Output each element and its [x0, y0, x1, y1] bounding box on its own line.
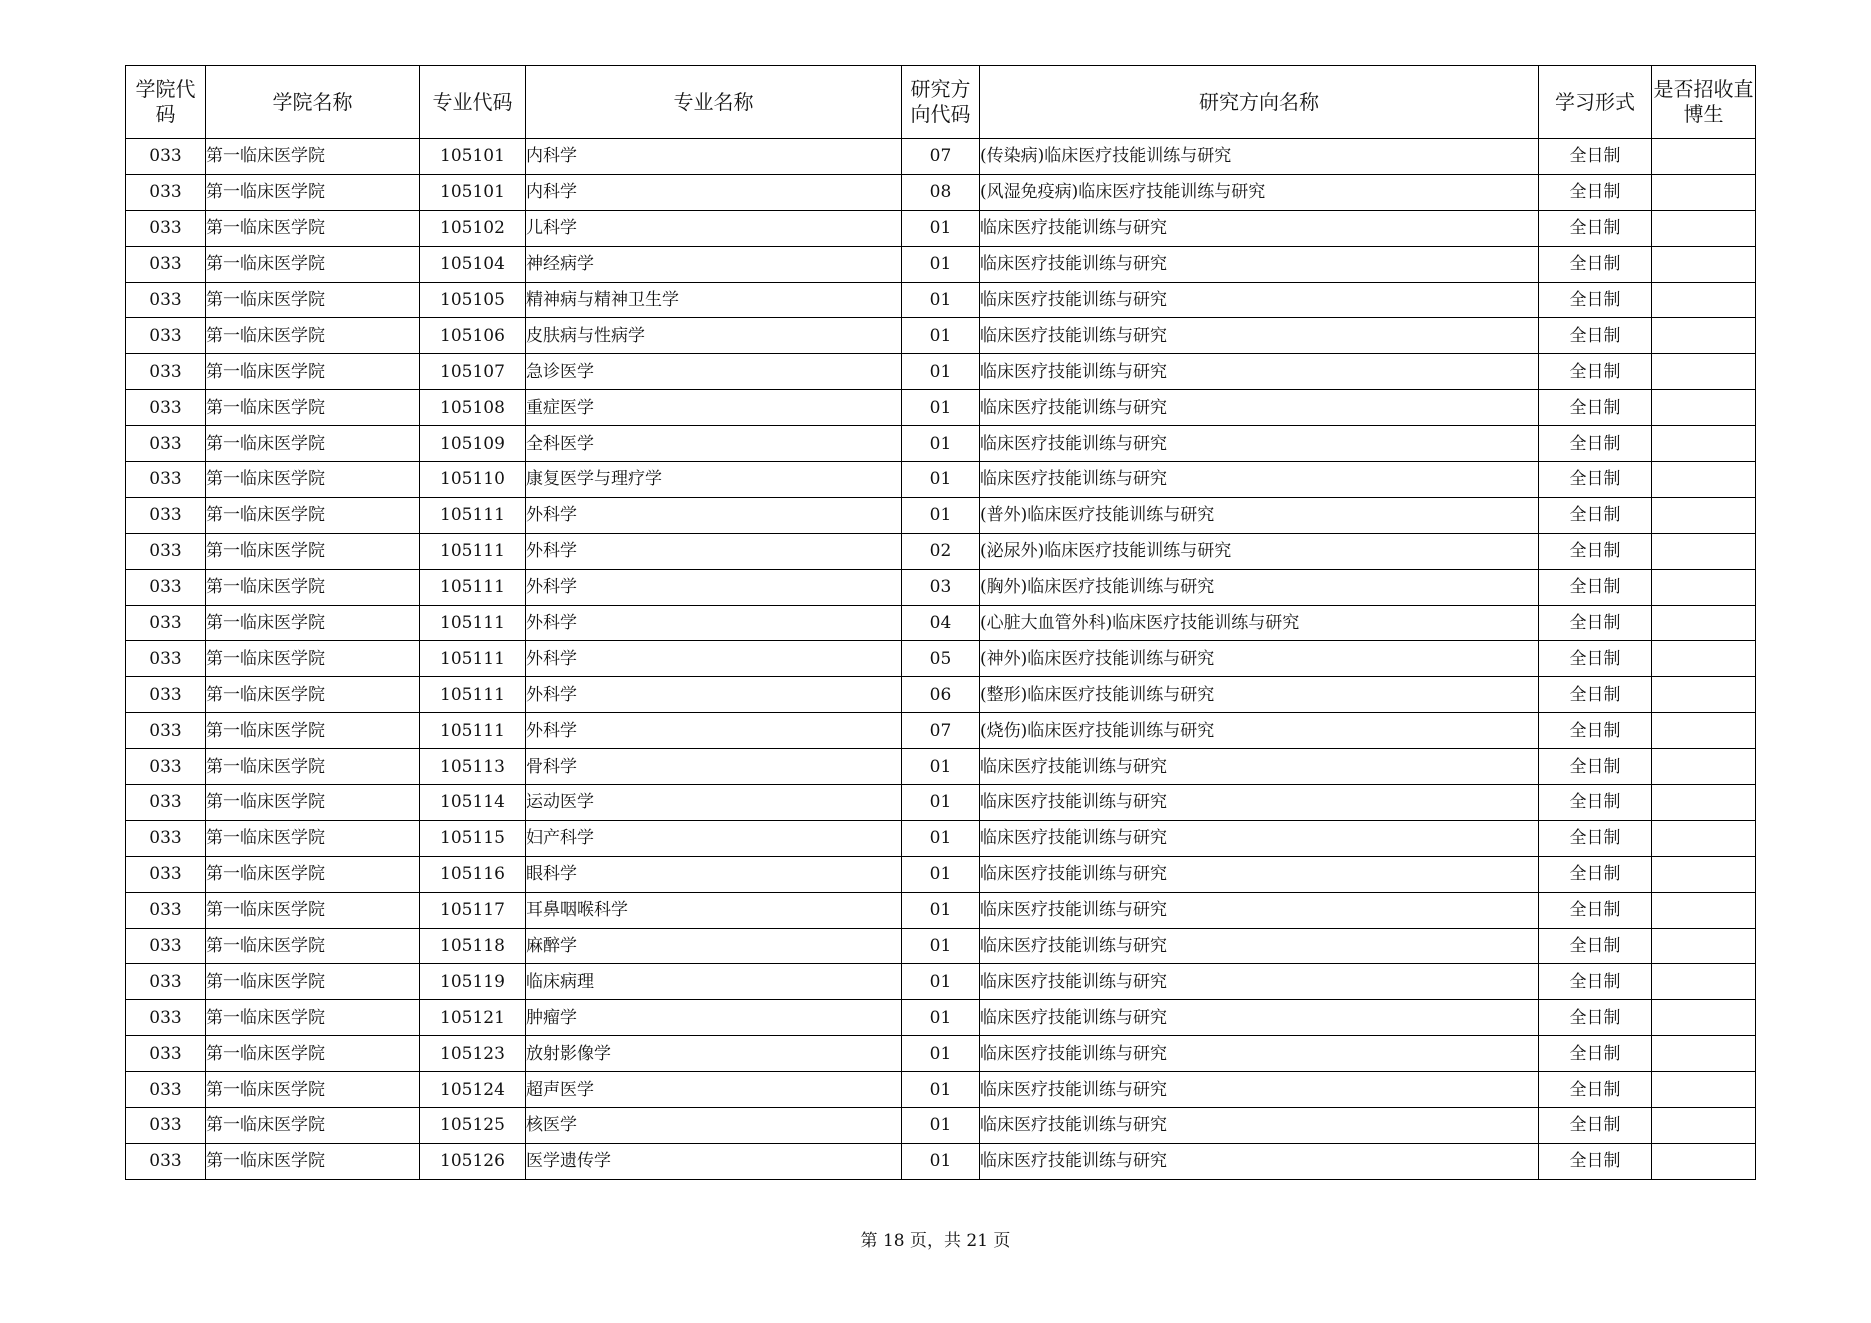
header-row [126, 66, 1756, 139]
direction-name-cell: 临床医疗技能训练与研究 [980, 210, 1539, 246]
school-name-cell: 第一临床医学院 [206, 820, 420, 856]
school-code-cell: 033 [126, 641, 206, 677]
study-mode-cell: 全日制 [1539, 569, 1652, 605]
table-row [126, 246, 1756, 282]
major-name-cell: 超声医学 [526, 1072, 902, 1108]
major-code-cell: 105124 [420, 1072, 526, 1108]
study-mode-cell: 全日制 [1539, 354, 1652, 390]
direction-code-cell: 01 [902, 785, 980, 821]
study-mode-cell: 全日制 [1539, 1000, 1652, 1036]
direction-name-cell: 临床医疗技能训练与研究 [980, 1000, 1539, 1036]
major-name-cell: 麻醉学 [526, 928, 902, 964]
direction-code-cell: 01 [902, 1072, 980, 1108]
direct-phd-cell [1652, 785, 1756, 821]
table-row [126, 856, 1756, 892]
study-mode-cell: 全日制 [1539, 1072, 1652, 1108]
school-name-cell: 第一临床医学院 [206, 354, 420, 390]
direction-code-cell: 01 [902, 426, 980, 462]
school-name-cell: 第一临床医学院 [206, 928, 420, 964]
major-name-cell: 外科学 [526, 605, 902, 641]
direction-code-cell: 01 [902, 246, 980, 282]
major-name-cell: 外科学 [526, 569, 902, 605]
direct-phd-cell [1652, 1072, 1756, 1108]
table-row [126, 820, 1756, 856]
study-mode-cell: 全日制 [1539, 1143, 1652, 1179]
major-code-cell: 105125 [420, 1108, 526, 1144]
major-name-cell: 临床病理 [526, 964, 902, 1000]
direction-code-cell: 01 [902, 1036, 980, 1072]
school-name-cell: 第一临床医学院 [206, 1143, 420, 1179]
school-name-cell: 第一临床医学院 [206, 1072, 420, 1108]
page-number: 第 18 页，共 21 页 [860, 1231, 1011, 1251]
school-code-cell: 033 [126, 426, 206, 462]
direction-name-cell: (胸外)临床医疗技能训练与研究 [980, 569, 1539, 605]
school-code-cell: 033 [126, 785, 206, 821]
table-row [126, 1143, 1756, 1179]
major-name-cell: 妇产科学 [526, 820, 902, 856]
school-code-cell: 033 [126, 820, 206, 856]
major-code-cell: 105117 [420, 892, 526, 928]
school-code-cell: 033 [126, 354, 206, 390]
school-code-cell: 033 [126, 605, 206, 641]
major-code-cell: 105101 [420, 174, 526, 210]
major-name-cell: 神经病学 [526, 246, 902, 282]
table-row [126, 210, 1756, 246]
direction-code-cell: 02 [902, 533, 980, 569]
school-name-cell: 第一临床医学院 [206, 749, 420, 785]
direction-name-cell: (心脏大血管外科)临床医疗技能训练与研究 [980, 605, 1539, 641]
table-row [126, 928, 1756, 964]
study-mode-cell: 全日制 [1539, 174, 1652, 210]
table-row [126, 1072, 1756, 1108]
school-code-cell: 033 [126, 892, 206, 928]
direction-code-cell: 01 [902, 856, 980, 892]
major-code-cell: 105111 [420, 497, 526, 533]
major-name-cell: 放射影像学 [526, 1036, 902, 1072]
major-code-cell: 105107 [420, 354, 526, 390]
direction-name-cell: 临床医疗技能训练与研究 [980, 318, 1539, 354]
school-name-cell: 第一临床医学院 [206, 210, 420, 246]
major-name-cell: 内科学 [526, 139, 902, 175]
direction-name-cell: 临床医疗技能训练与研究 [980, 1143, 1539, 1179]
study-mode-cell: 全日制 [1539, 928, 1652, 964]
direct-phd-cell [1652, 569, 1756, 605]
direct-phd-cell [1652, 533, 1756, 569]
major-code-cell: 105126 [420, 1143, 526, 1179]
school-name-cell: 第一临床医学院 [206, 785, 420, 821]
direct-phd-cell [1652, 928, 1756, 964]
table-row [126, 569, 1756, 605]
direct-phd-cell [1652, 462, 1756, 498]
table-row [126, 677, 1756, 713]
direct-phd-cell [1652, 210, 1756, 246]
school-name-cell: 第一临床医学院 [206, 892, 420, 928]
table-row [126, 139, 1756, 175]
direction-code-cell: 04 [902, 605, 980, 641]
direction-name-cell: 临床医疗技能训练与研究 [980, 820, 1539, 856]
major-name-cell: 重症医学 [526, 390, 902, 426]
table-row [126, 533, 1756, 569]
table-row [126, 282, 1756, 318]
study-mode-cell: 全日制 [1539, 139, 1652, 175]
table-row [126, 497, 1756, 533]
direction-code-cell: 01 [902, 1143, 980, 1179]
study-mode-cell: 全日制 [1539, 964, 1652, 1000]
direction-code-cell: 01 [902, 497, 980, 533]
direct-phd-cell [1652, 1143, 1756, 1179]
major-name-cell: 皮肤病与性病学 [526, 318, 902, 354]
table-body [126, 139, 1756, 1180]
direct-phd-cell [1652, 713, 1756, 749]
study-mode-cell: 全日制 [1539, 497, 1652, 533]
major-code-cell: 105105 [420, 282, 526, 318]
direction-code-cell: 01 [902, 749, 980, 785]
direction-code-cell: 06 [902, 677, 980, 713]
major-code-cell: 105110 [420, 462, 526, 498]
school-name-cell: 第一临床医学院 [206, 282, 420, 318]
direction-name-cell: 临床医疗技能训练与研究 [980, 426, 1539, 462]
school-code-cell: 033 [126, 282, 206, 318]
table-row [126, 354, 1756, 390]
study-mode-cell: 全日制 [1539, 210, 1652, 246]
school-name-cell: 第一临床医学院 [206, 533, 420, 569]
major-code-cell: 105115 [420, 820, 526, 856]
major-code-cell: 105106 [420, 318, 526, 354]
direction-name-cell: 临床医疗技能训练与研究 [980, 856, 1539, 892]
school-name-cell: 第一临床医学院 [206, 713, 420, 749]
major-code-cell: 105113 [420, 749, 526, 785]
direction-code-cell: 01 [902, 964, 980, 1000]
study-mode-cell: 全日制 [1539, 318, 1652, 354]
direction-code-cell: 01 [902, 1000, 980, 1036]
study-mode-cell: 全日制 [1539, 462, 1652, 498]
school-name-cell: 第一临床医学院 [206, 1108, 420, 1144]
table-row [126, 605, 1756, 641]
direct-phd-cell [1652, 605, 1756, 641]
study-mode-cell: 全日制 [1539, 856, 1652, 892]
direct-phd-cell [1652, 892, 1756, 928]
direct-phd-cell [1652, 390, 1756, 426]
direct-phd-cell [1652, 641, 1756, 677]
major-code-cell: 105104 [420, 246, 526, 282]
direct-phd-cell [1652, 820, 1756, 856]
school-name-cell: 第一临床医学院 [206, 856, 420, 892]
direction-code-cell: 05 [902, 641, 980, 677]
direction-name-cell: (神外)临床医疗技能训练与研究 [980, 641, 1539, 677]
school-name-cell: 第一临床医学院 [206, 139, 420, 175]
direction-code-cell: 08 [902, 174, 980, 210]
major-code-cell: 105111 [420, 569, 526, 605]
school-code-cell: 033 [126, 462, 206, 498]
col-header-school-code: 学院代码 [126, 66, 206, 139]
direction-code-cell: 07 [902, 713, 980, 749]
study-mode-cell: 全日制 [1539, 677, 1652, 713]
school-code-cell: 033 [126, 928, 206, 964]
school-code-cell: 033 [126, 318, 206, 354]
major-name-cell: 急诊医学 [526, 354, 902, 390]
study-mode-cell: 全日制 [1539, 892, 1652, 928]
table-row [126, 390, 1756, 426]
major-code-cell: 105102 [420, 210, 526, 246]
direct-phd-cell [1652, 354, 1756, 390]
col-header-direction-name: 研究方向名称 [980, 66, 1539, 139]
direct-phd-cell [1652, 282, 1756, 318]
direction-code-cell: 01 [902, 390, 980, 426]
program-catalog-table [125, 65, 1756, 1180]
table-row [126, 785, 1756, 821]
direct-phd-cell [1652, 1036, 1756, 1072]
study-mode-cell: 全日制 [1539, 533, 1652, 569]
major-name-cell: 外科学 [526, 713, 902, 749]
major-code-cell: 105111 [420, 677, 526, 713]
major-name-cell: 全科医学 [526, 426, 902, 462]
direction-name-cell: 临床医疗技能训练与研究 [980, 462, 1539, 498]
col-header-study-mode: 学习形式 [1539, 66, 1652, 139]
col-header-school-name: 学院名称 [206, 66, 420, 139]
school-name-cell: 第一临床医学院 [206, 390, 420, 426]
major-code-cell: 105114 [420, 785, 526, 821]
table-row [126, 713, 1756, 749]
study-mode-cell: 全日制 [1539, 1036, 1652, 1072]
direct-phd-cell [1652, 174, 1756, 210]
school-code-cell: 033 [126, 1000, 206, 1036]
study-mode-cell: 全日制 [1539, 785, 1652, 821]
direction-name-cell: (整形)临床医疗技能训练与研究 [980, 677, 1539, 713]
col-header-direct-phd: 是否招收直博生 [1652, 66, 1756, 139]
school-code-cell: 033 [126, 497, 206, 533]
direction-code-cell: 01 [902, 354, 980, 390]
direct-phd-cell [1652, 426, 1756, 462]
direction-name-cell: 临床医疗技能训练与研究 [980, 390, 1539, 426]
major-name-cell: 运动医学 [526, 785, 902, 821]
table-row [126, 749, 1756, 785]
direction-name-cell: (传染病)临床医疗技能训练与研究 [980, 139, 1539, 175]
school-code-cell: 033 [126, 749, 206, 785]
direct-phd-cell [1652, 497, 1756, 533]
major-code-cell: 105111 [420, 641, 526, 677]
school-code-cell: 033 [126, 390, 206, 426]
direction-code-cell: 07 [902, 139, 980, 175]
major-name-cell: 医学遗传学 [526, 1143, 902, 1179]
direct-phd-cell [1652, 856, 1756, 892]
table-row [126, 318, 1756, 354]
study-mode-cell: 全日制 [1539, 641, 1652, 677]
school-name-cell: 第一临床医学院 [206, 1000, 420, 1036]
major-name-cell: 儿科学 [526, 210, 902, 246]
table-row [126, 426, 1756, 462]
major-code-cell: 105101 [420, 139, 526, 175]
school-code-cell: 033 [126, 713, 206, 749]
school-name-cell: 第一临床医学院 [206, 605, 420, 641]
direction-code-cell: 01 [902, 820, 980, 856]
major-code-cell: 105111 [420, 605, 526, 641]
direction-name-cell: 临床医疗技能训练与研究 [980, 892, 1539, 928]
direction-name-cell: 临床医疗技能训练与研究 [980, 749, 1539, 785]
school-code-cell: 033 [126, 964, 206, 1000]
school-code-cell: 033 [126, 856, 206, 892]
major-name-cell: 康复医学与理疗学 [526, 462, 902, 498]
school-code-cell: 033 [126, 1072, 206, 1108]
school-code-cell: 033 [126, 533, 206, 569]
school-code-cell: 033 [126, 569, 206, 605]
school-name-cell: 第一临床医学院 [206, 964, 420, 1000]
school-name-cell: 第一临床医学院 [206, 462, 420, 498]
direction-code-cell: 01 [902, 892, 980, 928]
direction-name-cell: 临床医疗技能训练与研究 [980, 928, 1539, 964]
table-row [126, 174, 1756, 210]
school-name-cell: 第一临床医学院 [206, 569, 420, 605]
major-code-cell: 105121 [420, 1000, 526, 1036]
major-code-cell: 105123 [420, 1036, 526, 1072]
major-name-cell: 骨科学 [526, 749, 902, 785]
school-code-cell: 033 [126, 174, 206, 210]
table-row [126, 641, 1756, 677]
direction-name-cell: 临床医疗技能训练与研究 [980, 1036, 1539, 1072]
direction-code-cell: 01 [902, 282, 980, 318]
school-name-cell: 第一临床医学院 [206, 246, 420, 282]
direction-name-cell: 临床医疗技能训练与研究 [980, 1072, 1539, 1108]
direction-name-cell: 临床医疗技能训练与研究 [980, 282, 1539, 318]
school-code-cell: 033 [126, 139, 206, 175]
major-code-cell: 105109 [420, 426, 526, 462]
table-row [126, 892, 1756, 928]
col-header-direction-code: 研究方向代码 [902, 66, 980, 139]
direct-phd-cell [1652, 139, 1756, 175]
direction-name-cell: 临床医疗技能训练与研究 [980, 354, 1539, 390]
study-mode-cell: 全日制 [1539, 390, 1652, 426]
direct-phd-cell [1652, 246, 1756, 282]
study-mode-cell: 全日制 [1539, 426, 1652, 462]
major-name-cell: 眼科学 [526, 856, 902, 892]
direction-name-cell: 临床医疗技能训练与研究 [980, 785, 1539, 821]
school-code-cell: 033 [126, 1108, 206, 1144]
major-name-cell: 外科学 [526, 677, 902, 713]
table-row [126, 964, 1756, 1000]
direct-phd-cell [1652, 749, 1756, 785]
major-code-cell: 105118 [420, 928, 526, 964]
major-code-cell: 105111 [420, 533, 526, 569]
direction-code-cell: 01 [902, 1108, 980, 1144]
direction-name-cell: (泌尿外)临床医疗技能训练与研究 [980, 533, 1539, 569]
school-name-cell: 第一临床医学院 [206, 318, 420, 354]
study-mode-cell: 全日制 [1539, 713, 1652, 749]
major-code-cell: 105111 [420, 713, 526, 749]
direction-code-cell: 01 [902, 928, 980, 964]
major-code-cell: 105108 [420, 390, 526, 426]
school-code-cell: 033 [126, 246, 206, 282]
major-name-cell: 精神病与精神卫生学 [526, 282, 902, 318]
direct-phd-cell [1652, 318, 1756, 354]
major-name-cell: 肿瘤学 [526, 1000, 902, 1036]
table-row [126, 1036, 1756, 1072]
major-name-cell: 外科学 [526, 533, 902, 569]
col-header-major-code: 专业代码 [420, 66, 526, 139]
school-code-cell: 033 [126, 1143, 206, 1179]
direct-phd-cell [1652, 1000, 1756, 1036]
direction-name-cell: 临床医疗技能训练与研究 [980, 1108, 1539, 1144]
direction-name-cell: (普外)临床医疗技能训练与研究 [980, 497, 1539, 533]
direction-name-cell: (风湿免疫病)临床医疗技能训练与研究 [980, 174, 1539, 210]
school-code-cell: 033 [126, 210, 206, 246]
direct-phd-cell [1652, 964, 1756, 1000]
school-name-cell: 第一临床医学院 [206, 641, 420, 677]
direction-code-cell: 01 [902, 210, 980, 246]
direction-name-cell: 临床医疗技能训练与研究 [980, 246, 1539, 282]
major-name-cell: 核医学 [526, 1108, 902, 1144]
major-name-cell: 耳鼻咽喉科学 [526, 892, 902, 928]
col-header-major-name: 专业名称 [526, 66, 902, 139]
direction-code-cell: 01 [902, 318, 980, 354]
direction-name-cell: 临床医疗技能训练与研究 [980, 964, 1539, 1000]
direction-code-cell: 01 [902, 462, 980, 498]
school-name-cell: 第一临床医学院 [206, 677, 420, 713]
school-code-cell: 033 [126, 677, 206, 713]
study-mode-cell: 全日制 [1539, 246, 1652, 282]
study-mode-cell: 全日制 [1539, 282, 1652, 318]
table-row [126, 1108, 1756, 1144]
major-name-cell: 外科学 [526, 641, 902, 677]
direct-phd-cell [1652, 1108, 1756, 1144]
study-mode-cell: 全日制 [1539, 749, 1652, 785]
table-header [126, 66, 1756, 139]
major-name-cell: 内科学 [526, 174, 902, 210]
study-mode-cell: 全日制 [1539, 820, 1652, 856]
school-name-cell: 第一临床医学院 [206, 426, 420, 462]
school-name-cell: 第一临床医学院 [206, 1036, 420, 1072]
major-code-cell: 105116 [420, 856, 526, 892]
school-name-cell: 第一临床医学院 [206, 174, 420, 210]
direction-name-cell: (烧伤)临床医疗技能训练与研究 [980, 713, 1539, 749]
study-mode-cell: 全日制 [1539, 605, 1652, 641]
direct-phd-cell [1652, 677, 1756, 713]
direction-code-cell: 03 [902, 569, 980, 605]
school-code-cell: 033 [126, 1036, 206, 1072]
table-row [126, 1000, 1756, 1036]
school-name-cell: 第一临床医学院 [206, 497, 420, 533]
table-row [126, 462, 1756, 498]
study-mode-cell: 全日制 [1539, 1108, 1652, 1144]
major-code-cell: 105119 [420, 964, 526, 1000]
major-name-cell: 外科学 [526, 497, 902, 533]
